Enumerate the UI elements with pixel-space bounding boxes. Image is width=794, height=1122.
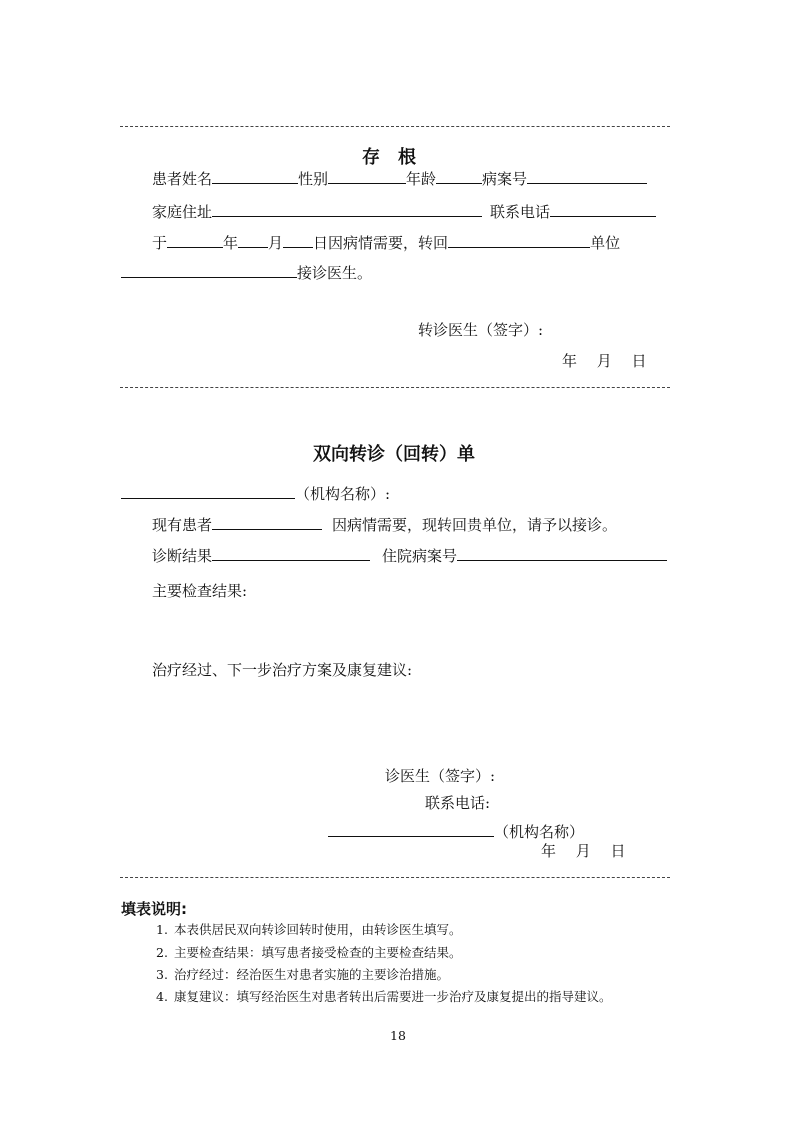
instruction-item-3	[156, 965, 449, 983]
current-patient-row	[152, 512, 617, 535]
instruction-item-2	[156, 943, 462, 961]
referral-date-line: 年 月 日	[541, 842, 626, 860]
referral-title: 双向转诊（回转）单	[313, 444, 475, 465]
current-patient-text: 因病情需要，现转回贵单位，请予以接诊。	[332, 516, 618, 534]
day-field[interactable]	[283, 230, 313, 248]
referring-doctor-signature: 转诊医生（签字）:	[418, 321, 544, 339]
stub-row-4	[121, 260, 372, 283]
unit-label: 单位	[590, 234, 621, 252]
month-label: 月	[268, 234, 284, 252]
institution-name-field[interactable]	[121, 481, 295, 499]
institution-row	[121, 481, 390, 504]
gender-field[interactable]	[328, 166, 406, 184]
bottom-dashed-separator	[120, 877, 670, 878]
current-patient-field[interactable]	[212, 512, 322, 530]
record-no-field[interactable]	[527, 166, 647, 184]
diagnosis-label: 诊断结果	[152, 547, 213, 565]
gender-label: 性别	[298, 170, 329, 188]
stub-row-2	[152, 199, 656, 222]
institution-signoff-row	[328, 819, 584, 842]
month-field[interactable]	[238, 230, 268, 248]
diagnosis-row	[152, 543, 667, 566]
address-field[interactable]	[212, 199, 482, 217]
receiving-doctor-label: 接诊医生。	[297, 264, 373, 282]
day-text: 日因病情需要，转回	[313, 234, 449, 252]
instruction-item-4	[156, 987, 612, 1005]
return-unit-field[interactable]	[448, 230, 590, 248]
year-field[interactable]	[167, 230, 223, 248]
instruction-num: 4.	[156, 989, 168, 1004]
age-label: 年龄	[406, 170, 437, 188]
instruction-text: 治疗经过：经治医生对患者实施的主要诊治措施。	[174, 967, 450, 982]
institution-signoff-field[interactable]	[328, 819, 494, 837]
doctor-signature: 诊医生（签字）:	[385, 767, 496, 785]
yu-label: 于	[152, 234, 168, 252]
stub-date-line: 年 月 日	[562, 352, 647, 370]
contact-phone: 联系电话:	[425, 794, 491, 812]
year-label: 年	[223, 234, 239, 252]
receiving-doctor-field[interactable]	[121, 260, 297, 278]
institution-label: （机构名称）:	[295, 485, 391, 503]
address-label: 家庭住址	[152, 203, 213, 221]
inpatient-record-field[interactable]	[457, 543, 667, 561]
phone-label: 联系电话	[490, 203, 551, 221]
instruction-num: 1.	[156, 922, 168, 937]
stub-title: 存 根	[362, 147, 416, 168]
patient-name-field[interactable]	[212, 166, 298, 184]
middle-dashed-separator	[120, 387, 670, 388]
record-no-label: 病案号	[482, 170, 528, 188]
instruction-num: 2.	[156, 945, 168, 960]
stub-row-1	[152, 166, 647, 189]
main-exam-label: 主要检查结果:	[152, 582, 248, 600]
instruction-text: 主要检查结果：填写患者接受检查的主要检查结果。	[174, 945, 462, 960]
top-dashed-separator	[120, 126, 670, 127]
stub-row-3	[152, 230, 620, 253]
institution-label-2: （机构名称）	[494, 823, 585, 841]
current-patient-label: 现有患者	[152, 516, 213, 534]
instruction-item-1	[156, 920, 462, 938]
instruction-text: 本表供居民双向转诊回转时使用，由转诊医生填写。	[174, 922, 462, 937]
treatment-label: 治疗经过、下一步治疗方案及康复建议:	[152, 661, 413, 679]
inpatient-record-label: 住院病案号	[382, 547, 458, 565]
instruction-num: 3.	[156, 967, 168, 982]
page-number: 18	[390, 1028, 406, 1043]
instructions-heading: 填表说明:	[121, 900, 187, 918]
age-field[interactable]	[436, 166, 482, 184]
diagnosis-field[interactable]	[212, 543, 370, 561]
instruction-text: 康复建议：填写经治医生对患者转出后需要进一步治疗及康复提出的指导建议。	[174, 989, 612, 1004]
phone-field[interactable]	[550, 199, 656, 217]
patient-name-label: 患者姓名	[152, 170, 213, 188]
